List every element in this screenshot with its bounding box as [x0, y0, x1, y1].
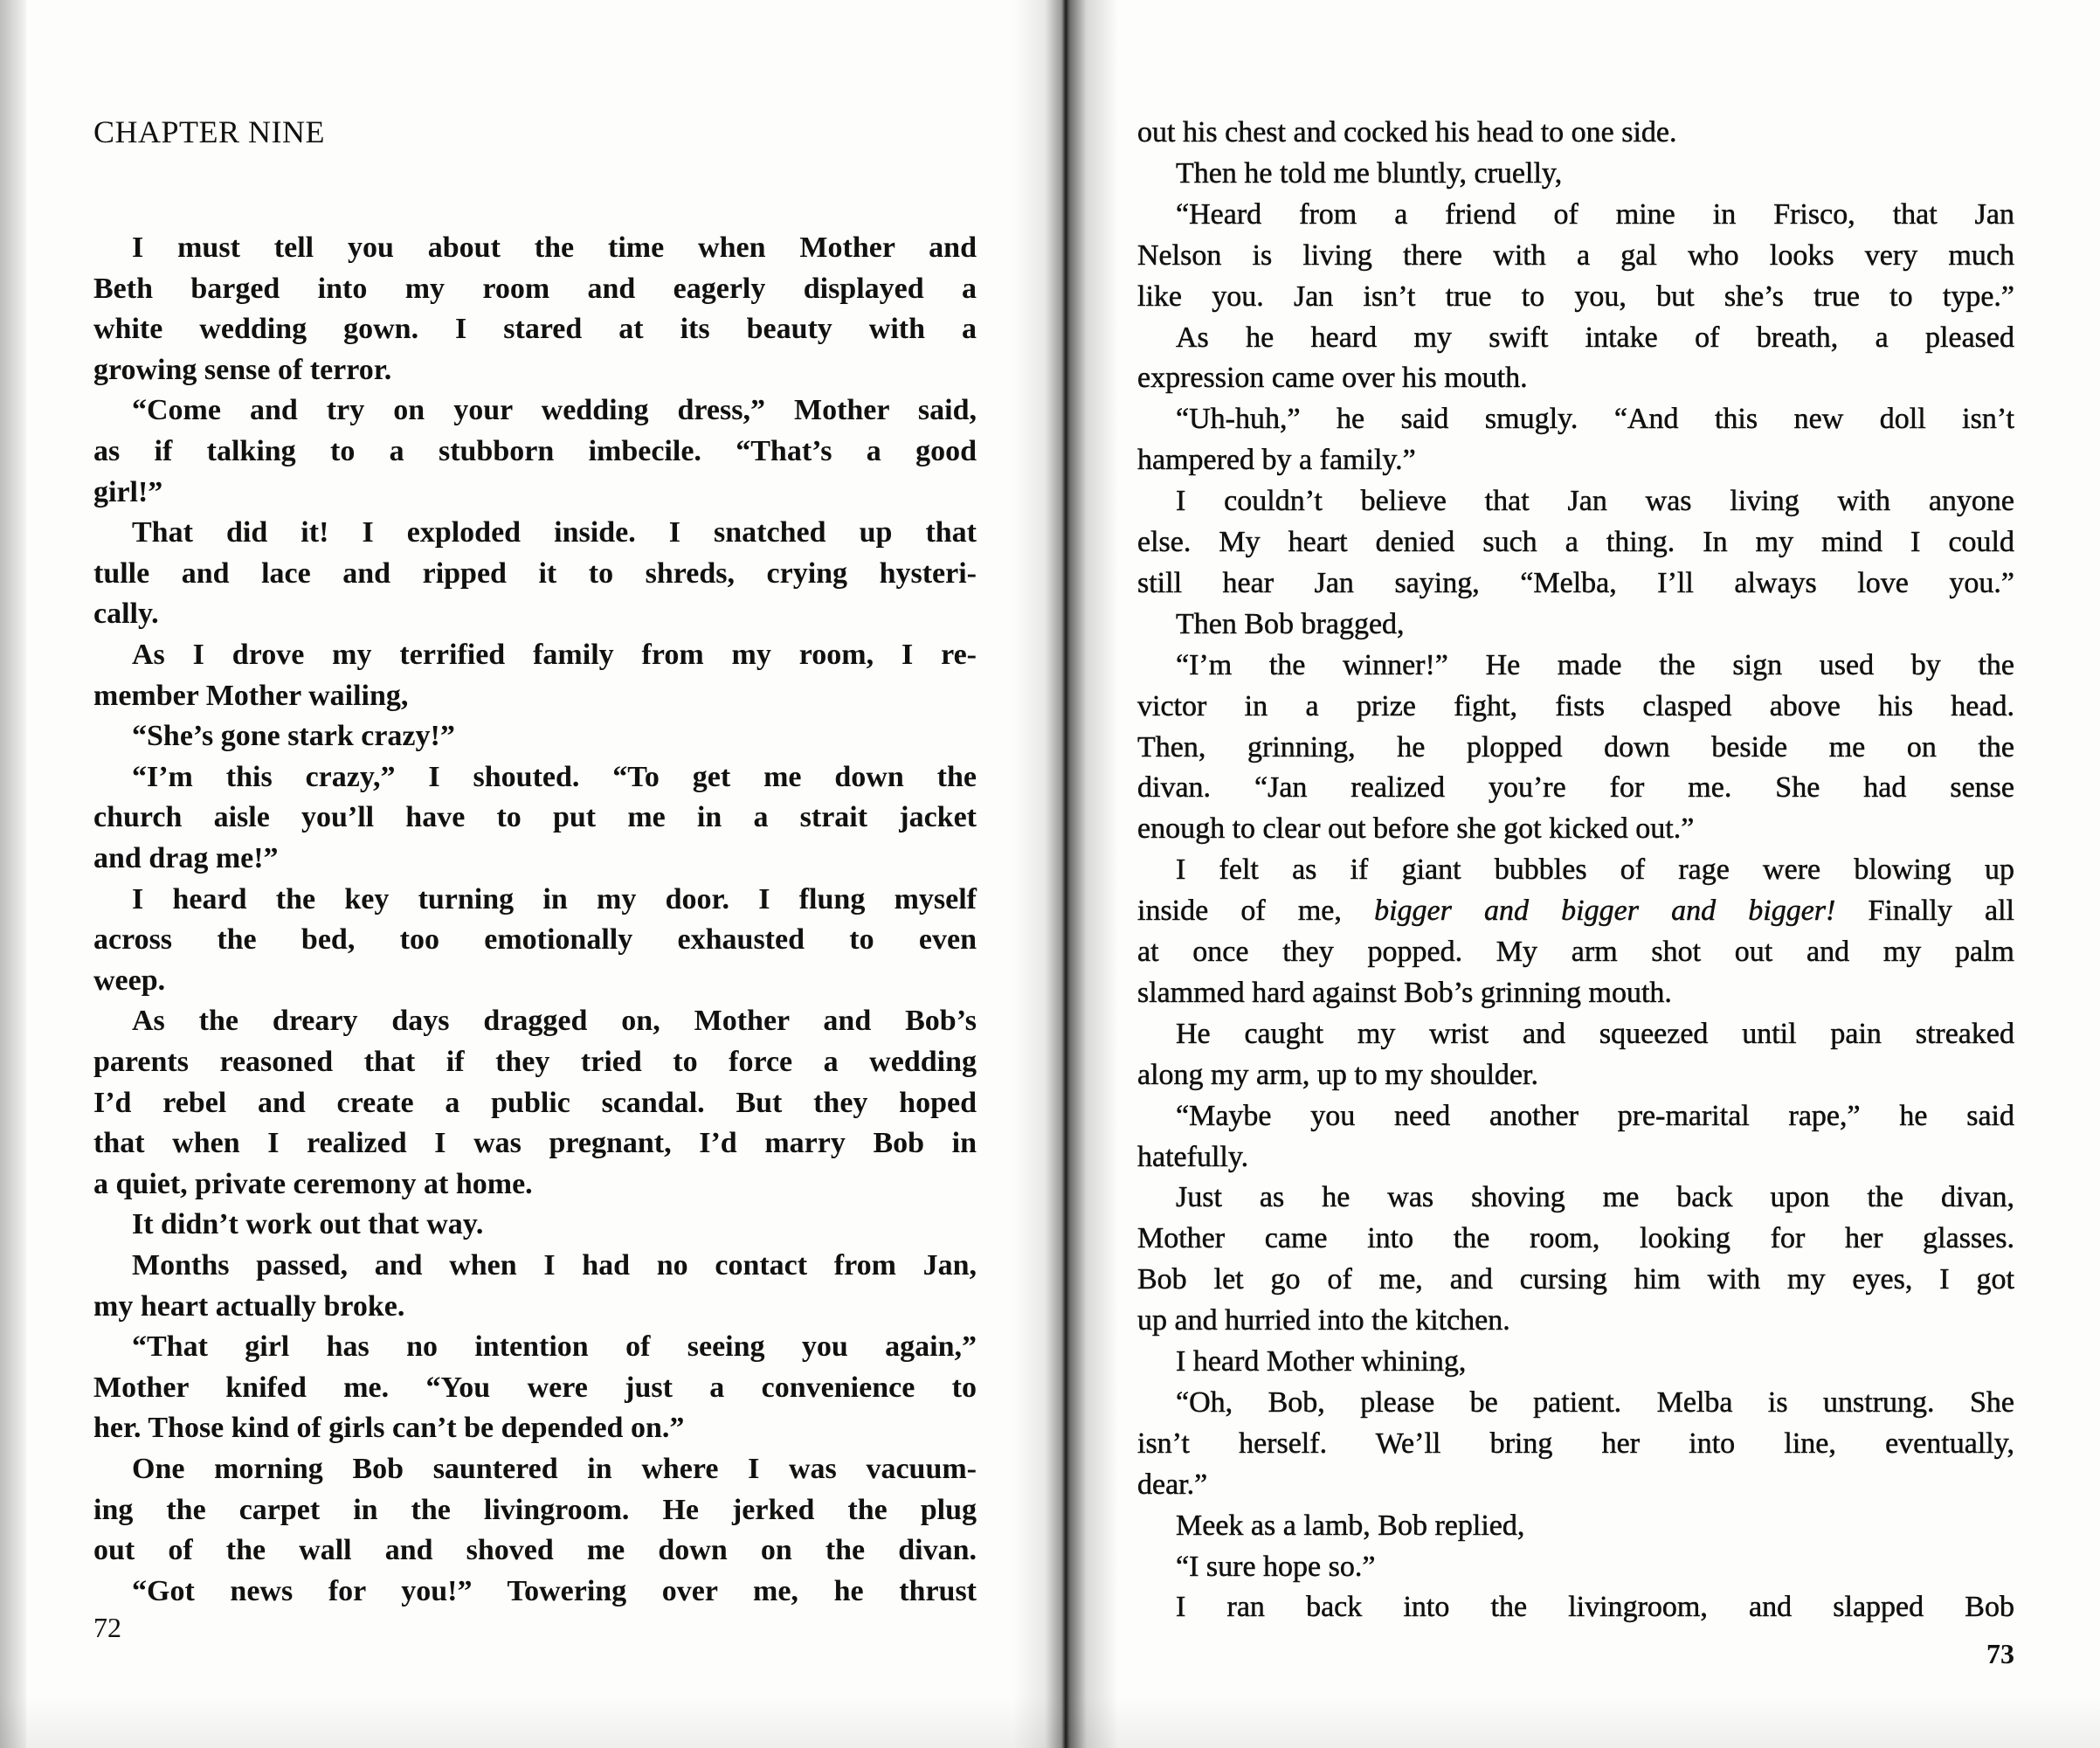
text-line — [1137, 689, 2014, 724]
text-line — [1176, 197, 2014, 232]
text-line — [1176, 1180, 2014, 1215]
text-line-content: “Maybe you need another pre-marital rape,” he said — [1176, 1099, 2014, 1132]
text-line-content: “Come and try on your wedding dress,” Mother said, — [132, 394, 977, 427]
chapter-title: CHAPTER NINE — [93, 114, 325, 149]
text-line-content: As he heard my swift intake of breath, a pleased — [1176, 321, 2014, 354]
text-line — [132, 1207, 977, 1242]
text-line-content: growing sense of terror. — [93, 353, 392, 386]
text-line-content: tulle and lace and ripped it to shreds, crying hysteri- — [93, 556, 977, 590]
text-line — [1137, 770, 2014, 805]
text-line-content: One morning Bob sauntered in where I was vacuum- — [132, 1453, 977, 1485]
text-line — [1137, 1303, 2014, 1338]
text-line — [132, 1004, 977, 1039]
text-line-content: I heard the key turning in my door. I flung myself — [132, 882, 977, 915]
right-page — [1137, 0, 2014, 1748]
text-line-content: “Heard from a friend of mine in Frisco, that Jan — [1176, 197, 2014, 231]
text-line — [93, 1289, 977, 1324]
text-line-content: Then Bob bragged, — [1176, 607, 1405, 640]
text-line-content: isn’t herself. We’ll bring her into line, eventually, — [1137, 1427, 2014, 1460]
text-line — [93, 1086, 977, 1121]
text-line — [93, 800, 977, 835]
text-line-content: still hear Jan saying, “Melba, I’ll always love you.” — [1137, 566, 2014, 599]
text-line — [1137, 812, 2014, 846]
text-line — [132, 1248, 977, 1283]
text-line — [93, 1533, 977, 1568]
text-line-content: my heart actually broke. — [93, 1289, 405, 1323]
text-line — [132, 515, 977, 550]
text-line-content: hatefully. — [1137, 1140, 1249, 1173]
text-line-content: her. Those kind of girls can’t be depended on.” — [93, 1412, 685, 1445]
text-line — [1137, 566, 2014, 601]
text-line — [93, 1493, 977, 1528]
text-line-content: girl!” — [93, 475, 163, 508]
text-line — [132, 1574, 977, 1609]
text-line — [1176, 1509, 2014, 1544]
text-line — [1137, 1262, 2014, 1297]
text-line — [93, 597, 977, 632]
text-line-content: Nelson is living there with a gal who looks very much — [1137, 238, 2014, 272]
book-spine-gutter — [1013, 0, 1118, 1748]
text-line-content: “I’m the winner!” He made the sign used by the — [1176, 648, 2014, 681]
text-line-content: “I sure hope so.” — [1176, 1550, 1376, 1583]
text-line-content: Then he told me bluntly, cruelly, — [1176, 156, 1563, 190]
text-line — [132, 882, 977, 917]
page-edge-shadow — [0, 0, 26, 1748]
text-line — [132, 231, 977, 266]
text-line-content: white wedding gown. I stared at its beauty with a — [93, 313, 977, 346]
text-line-content: Beth barged into my room and eagerly displayed a — [93, 272, 977, 305]
text-line — [1137, 1221, 2014, 1256]
text-line-content: “She’s gone stark crazy!” — [132, 720, 455, 753]
text-line — [93, 272, 977, 307]
text-line-content: weep. — [93, 964, 166, 997]
text-line-content: ing the carpet in the livingroom. He jerked the plug — [93, 1493, 977, 1526]
text-line — [1176, 607, 2014, 642]
text-line-content: I heard Mother whining, — [1176, 1345, 1467, 1378]
text-line-content: As I drove my terrified family from my room, I re- — [132, 639, 977, 671]
text-line-content: out of the wall and shoved me down on the divan. — [93, 1534, 977, 1567]
text-line — [93, 353, 977, 388]
text-line-content: It didn’t work out that way. — [132, 1208, 484, 1241]
text-line-content: Months passed, and when I had no contact from Jan, — [132, 1249, 977, 1282]
text-line — [93, 841, 977, 876]
text-line-content: like you. Jan isn’t true to you, but she’s true to type.” — [1137, 280, 2014, 313]
text-line-content: “Uh-huh,” he said smugly. “And this new doll isn’t — [1176, 403, 2014, 436]
text-line-content: “Got news for you!” Towering over me, he thrust — [132, 1574, 977, 1607]
text-line-content: else. My heart denied such a thing. In my mind I could — [1137, 526, 2014, 558]
text-line-content: parents reasoned that if they tried to force a wedding — [93, 1046, 977, 1078]
text-line — [1176, 648, 2014, 683]
text-line — [1176, 1017, 2014, 1052]
text-line-content: Just as he was shoving me back upon the divan, — [1176, 1181, 2014, 1214]
text-line-content: “That girl has no intention of seeing you again,” — [132, 1330, 977, 1364]
text-line-content: I felt as if giant bubbles of rage were blowing up — [1176, 853, 2014, 887]
text-line — [93, 1045, 977, 1080]
text-line — [132, 1330, 977, 1365]
text-line — [93, 1167, 977, 1202]
text-line-content: Finally all — [1835, 895, 2014, 928]
text-line — [1137, 894, 2014, 929]
text-line — [93, 1411, 977, 1446]
page-number: 72 — [93, 1612, 121, 1643]
text-line — [132, 638, 977, 673]
text-line-content: Mother came into the room, looking for her glasses. — [1137, 1222, 2014, 1255]
text-line — [1176, 853, 2014, 888]
text-line — [132, 393, 977, 428]
text-line-content: dear.” — [1137, 1468, 1208, 1501]
text-line — [1137, 935, 2014, 970]
text-line — [1176, 321, 2014, 356]
text-line-content: at once they popped. My arm shot out and my palm — [1137, 936, 2014, 968]
text-line — [93, 312, 977, 347]
italic-emphasis: bigger and bigger and bigger! — [1374, 895, 1836, 928]
text-line — [93, 434, 977, 469]
text-line — [1137, 280, 2014, 314]
text-line-content: As the dreary days dragged on, Mother and Bob’s — [132, 1005, 977, 1038]
text-line — [1137, 730, 2014, 765]
text-line — [1176, 1344, 2014, 1379]
text-line — [93, 1371, 977, 1406]
text-line-content: out his chest and cocked his head to one side. — [1137, 116, 1677, 149]
text-line-content: “I’m this crazy,” I shouted. “To get me down the — [132, 760, 977, 793]
text-line-content: I’d rebel and create a public scandal. But they hoped — [93, 1086, 977, 1119]
text-line-content: along my arm, up to my shoulder. — [1137, 1058, 1538, 1091]
text-line — [132, 1452, 977, 1487]
text-line-content: victor in a prize fight, fists clasped above his head. — [1137, 689, 2014, 722]
text-line — [93, 679, 977, 714]
text-line — [1176, 1550, 2014, 1585]
text-line — [1137, 115, 2014, 150]
text-line-content: and drag me!” — [93, 842, 279, 874]
text-line — [1137, 1427, 2014, 1461]
text-line — [1176, 402, 2014, 437]
page-number: 73 — [1986, 1638, 2014, 1669]
text-line-content: Mother knifed me. “You were just a convenience to — [93, 1371, 977, 1404]
text-line — [93, 922, 977, 957]
text-line-content: cally. — [93, 598, 159, 631]
text-line-content: expression came over his mouth. — [1137, 362, 1528, 395]
text-line — [1137, 443, 2014, 478]
text-line — [93, 1126, 977, 1161]
text-line-content: member Mother wailing, — [93, 679, 409, 712]
text-line-content: Meek as a lamb, Bob replied, — [1176, 1509, 1525, 1542]
text-line-content: That did it! I exploded inside. I snatched up that — [132, 516, 977, 549]
text-line-content: across the bed, too emotionally exhausted to even — [93, 923, 977, 957]
left-page — [93, 0, 977, 1748]
text-line-content: church aisle you’ll have to put me in a strait jacket — [93, 801, 977, 834]
text-line — [1137, 976, 2014, 1011]
text-line — [1137, 1058, 2014, 1093]
text-line — [1137, 1468, 2014, 1503]
text-line — [1137, 361, 2014, 396]
text-line-content: a quiet, private ceremony at home. — [93, 1167, 533, 1200]
text-line — [1176, 484, 2014, 519]
text-line-content: Bob let go of me, and cursing him with my eyes, I got — [1137, 1263, 2014, 1296]
text-line-content: hampered by a family.” — [1137, 444, 1416, 477]
text-line-content: “Oh, Bob, please be patient. Melba is unstrung. She — [1176, 1385, 2014, 1419]
text-line — [1176, 1385, 2014, 1420]
text-line-content: He caught my wrist and squeezed until pain streaked — [1176, 1017, 2014, 1050]
text-line-content: enough to clear out before she got kicked out.” — [1137, 812, 1695, 846]
text-line — [1176, 1590, 2014, 1625]
text-line — [1137, 238, 2014, 273]
text-line — [1176, 1099, 2014, 1134]
text-line-content: as if talking to a stubborn imbecile. “That’s a good — [93, 435, 977, 467]
text-line-content: up and hurried into the kitchen. — [1137, 1304, 1510, 1337]
text-line — [93, 475, 977, 510]
text-line-content: Then, grinning, he plopped down beside me on the — [1137, 730, 2014, 763]
text-line — [93, 964, 977, 998]
text-line — [132, 760, 977, 795]
text-line-content: slammed hard against Bob’s grinning mouth. — [1137, 976, 1672, 1009]
text-line-content: inside of me, — [1137, 895, 1375, 928]
text-line — [93, 556, 977, 591]
text-line-content: I ran back into the livingroom, and slapped Bob — [1176, 1591, 2014, 1624]
text-line — [1176, 156, 2014, 191]
text-line — [132, 719, 977, 754]
text-line-content: I couldn’t believe that Jan was living with anyone — [1176, 485, 2014, 518]
text-line-content: divan. “Jan realized you’re for me. She had sense — [1137, 771, 2014, 805]
text-line — [1137, 1140, 2014, 1175]
text-line — [1137, 525, 2014, 560]
text-line-content: that when I realized I was pregnant, I’d marry Bob in — [93, 1127, 977, 1160]
text-line-content: I must tell you about the time when Mother and — [132, 231, 977, 264]
